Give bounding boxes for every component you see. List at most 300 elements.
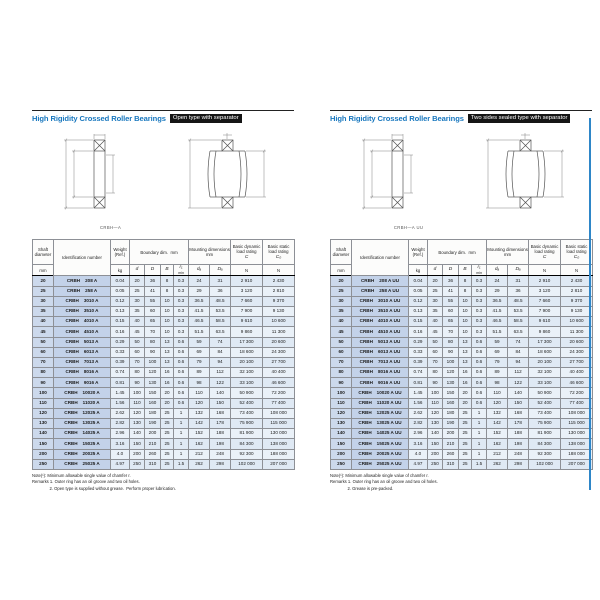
table-cell: 0.3 bbox=[174, 306, 189, 316]
table-cell: CRBH 7013 A bbox=[54, 357, 111, 367]
table-cell: 46.5 bbox=[487, 317, 508, 327]
table-cell: 4.0 bbox=[409, 449, 428, 459]
table-cell: 200 bbox=[428, 449, 443, 459]
table-cell: 98 bbox=[189, 378, 210, 388]
table-cell: 0.13 bbox=[111, 306, 130, 316]
table-cell: 8 bbox=[161, 286, 174, 296]
table-cell: 8 bbox=[459, 276, 472, 286]
type-badge: Open type with separator bbox=[170, 114, 242, 123]
table-cell: 2.62 bbox=[111, 408, 130, 418]
table-cell: 207 000 bbox=[263, 459, 295, 469]
page-title: High Rigidity Crossed Roller Bearings bbox=[330, 114, 464, 124]
table-cell: 16 bbox=[161, 368, 174, 378]
col-header-dynamic: Basic dynamic load rating C bbox=[231, 240, 263, 265]
table-cell: 115 000 bbox=[263, 419, 295, 429]
table-cell: 1.56 bbox=[409, 398, 428, 408]
table-cell: CRBH 14025 A UU bbox=[352, 429, 409, 439]
table-row bbox=[33, 408, 295, 418]
spec-table bbox=[330, 239, 593, 470]
table-cell: 1 bbox=[472, 449, 487, 459]
figure-row bbox=[32, 131, 294, 223]
table-cell: 140 bbox=[508, 388, 529, 398]
table-cell: 110 bbox=[189, 388, 210, 398]
table-cell: CRBH 3510 A bbox=[54, 306, 111, 316]
table-cell: 40 bbox=[33, 317, 54, 327]
table-cell: 31 bbox=[210, 276, 231, 286]
table-cell: 10 bbox=[459, 306, 472, 316]
table-cell: 0.6 bbox=[472, 347, 487, 357]
table-cell: 90 bbox=[331, 378, 352, 388]
table-row bbox=[331, 388, 593, 398]
table-cell: 100 bbox=[443, 357, 459, 367]
table-row bbox=[331, 459, 593, 469]
table-cell: 1.45 bbox=[409, 388, 428, 398]
figure-caption: CRBH—A bbox=[99, 225, 122, 231]
table-cell: 41 bbox=[145, 286, 161, 296]
table-cell: 102 000 bbox=[231, 459, 263, 469]
table-cell: 32 100 bbox=[231, 368, 263, 378]
table-cell: 11 300 bbox=[263, 327, 295, 337]
unit-static: N bbox=[561, 265, 593, 276]
table-cell: 198 bbox=[210, 439, 231, 449]
table-cell: 0.6 bbox=[472, 337, 487, 347]
col-header-Da: Dₐ bbox=[508, 265, 529, 276]
table-cell: 248 bbox=[508, 449, 529, 459]
table-cell: 20 100 bbox=[231, 357, 263, 367]
table-cell: 1 bbox=[472, 429, 487, 439]
table-cell: 0.6 bbox=[174, 337, 189, 347]
table-cell: 0.6 bbox=[174, 378, 189, 388]
footnote-line: Remarks 1. Outer ring has an oil groove and two oil holes. bbox=[330, 479, 438, 485]
table-cell: 77 400 bbox=[561, 398, 593, 408]
table-cell: 9 370 bbox=[263, 296, 295, 306]
table-cell: 46.5 bbox=[189, 317, 210, 327]
table-cell: 7 660 bbox=[529, 296, 561, 306]
table-cell: CRBH 12025 A UU bbox=[352, 408, 409, 418]
table-cell: 120 bbox=[33, 408, 54, 418]
table-cell: 10 bbox=[459, 317, 472, 327]
table-cell: CRBH 13025 A UU bbox=[352, 419, 409, 429]
table-row bbox=[331, 378, 593, 388]
table-cell: 110 bbox=[428, 398, 443, 408]
table-cell: 13 bbox=[161, 337, 174, 347]
table-cell: 200 bbox=[443, 429, 459, 439]
table-cell: 260 bbox=[145, 449, 161, 459]
table-cell: CRBH 11020 A UU bbox=[352, 398, 409, 408]
table-cell: CRBH 5013 A UU bbox=[352, 337, 409, 347]
table-cell: 18 600 bbox=[529, 347, 561, 357]
table-cell: 0.3 bbox=[174, 317, 189, 327]
table-cell: 25 bbox=[459, 408, 472, 418]
table-cell: 10 600 bbox=[263, 317, 295, 327]
table-cell: 0.6 bbox=[472, 368, 487, 378]
table-cell: 130 bbox=[33, 419, 54, 429]
table-cell: 32 100 bbox=[529, 368, 561, 378]
col-header-id: Identification number bbox=[54, 240, 111, 276]
table-cell: CRBH 15025 A bbox=[54, 439, 111, 449]
table-cell: 310 bbox=[443, 459, 459, 469]
table-cell: 4.0 bbox=[111, 449, 130, 459]
table-cell: 0.3 bbox=[472, 286, 487, 296]
table-cell: 25 bbox=[459, 449, 472, 459]
table-cell: 10 bbox=[459, 296, 472, 306]
table-cell: 74 bbox=[210, 337, 231, 347]
table-cell: 0.12 bbox=[111, 296, 130, 306]
table-cell: 3 120 bbox=[529, 286, 561, 296]
table-cell: 69 bbox=[487, 347, 508, 357]
table-cell: 50 bbox=[33, 337, 54, 347]
table-cell: CRBH 3010 A UU bbox=[352, 296, 409, 306]
table-cell: 84 300 bbox=[529, 439, 561, 449]
col-header-weight: Weight (Ref.) bbox=[409, 240, 428, 265]
table-cell: CRBH 20025 A bbox=[54, 449, 111, 459]
table-cell: 7 900 bbox=[231, 306, 263, 316]
table-cell: 150 bbox=[145, 388, 161, 398]
table-cell: 0.13 bbox=[409, 306, 428, 316]
table-cell: 45 bbox=[130, 327, 145, 337]
table-cell: 140 bbox=[331, 429, 352, 439]
table-cell: 188 000 bbox=[263, 449, 295, 459]
col-header-D: D bbox=[443, 265, 459, 276]
table-cell: 80 bbox=[428, 368, 443, 378]
table-cell: 3.16 bbox=[409, 439, 428, 449]
table-cell: CRBH 14025 A bbox=[54, 429, 111, 439]
table-cell: 48.5 bbox=[210, 296, 231, 306]
table-cell: 9 610 bbox=[529, 317, 561, 327]
table-row bbox=[331, 296, 593, 306]
table-cell: 25 bbox=[459, 419, 472, 429]
table-cell: 0.04 bbox=[409, 276, 428, 286]
table-cell: 58.5 bbox=[508, 317, 529, 327]
table-cell: 120 bbox=[189, 398, 210, 408]
table-cell: CRBH 208 A bbox=[54, 276, 111, 286]
table-cell: 55 bbox=[443, 296, 459, 306]
table-cell: 20 bbox=[331, 276, 352, 286]
table-cell: 25 bbox=[459, 439, 472, 449]
table-row bbox=[33, 286, 295, 296]
table-cell: 20 100 bbox=[529, 357, 561, 367]
table-cell: 20 bbox=[161, 398, 174, 408]
table-cell: 20 bbox=[130, 276, 145, 286]
table-cell: 25 bbox=[33, 286, 54, 296]
table-cell: 0.39 bbox=[111, 357, 130, 367]
col-header-r1min: r₁ min bbox=[472, 265, 487, 276]
table-cell: 168 bbox=[508, 408, 529, 418]
table-row bbox=[331, 286, 593, 296]
table-cell: 138 000 bbox=[561, 439, 593, 449]
table-cell: 45 bbox=[331, 327, 352, 337]
table-cell: 92 300 bbox=[231, 449, 263, 459]
table-cell: 1.56 bbox=[111, 398, 130, 408]
table-cell: 20 600 bbox=[561, 337, 593, 347]
table-row bbox=[331, 429, 593, 439]
table-cell: 46 600 bbox=[263, 378, 295, 388]
table-cell: 212 bbox=[189, 449, 210, 459]
table-cell: 100 bbox=[130, 388, 145, 398]
table-cell: 0.6 bbox=[174, 398, 189, 408]
bearing-front-section-diagram bbox=[50, 131, 142, 219]
table-cell: 73 400 bbox=[529, 408, 561, 418]
table-cell: 40 bbox=[331, 317, 352, 327]
table-cell: 0.15 bbox=[409, 317, 428, 327]
col-header-da: dₐ bbox=[189, 265, 210, 276]
table-row bbox=[33, 429, 295, 439]
table-cell: 0.3 bbox=[472, 317, 487, 327]
table-cell: CRBH 25025 A bbox=[54, 459, 111, 469]
figure-caption: CRBH—A UU bbox=[393, 225, 424, 231]
table-row bbox=[33, 368, 295, 378]
table-cell: 80 bbox=[130, 368, 145, 378]
table-cell: 73 400 bbox=[231, 408, 263, 418]
table-cell: 24 bbox=[189, 276, 210, 286]
table-cell: 79 bbox=[487, 357, 508, 367]
table-row bbox=[331, 408, 593, 418]
table-cell: 0.3 bbox=[174, 296, 189, 306]
table-cell: 79 bbox=[189, 357, 210, 367]
table-cell: 0.39 bbox=[409, 357, 428, 367]
footnote-line: Remarks 1. Outer ring has an oil groove and two oil holes. bbox=[32, 479, 140, 485]
table-cell: 13 bbox=[161, 357, 174, 367]
table-cell: 0.04 bbox=[111, 276, 130, 286]
table-cell: 200 bbox=[33, 449, 54, 459]
table-cell: 20 bbox=[459, 388, 472, 398]
table-cell: CRBH 4010 A UU bbox=[352, 317, 409, 327]
table-cell: 120 bbox=[443, 368, 459, 378]
table-cell: 2 910 bbox=[529, 276, 561, 286]
table-cell: 0.6 bbox=[472, 378, 487, 388]
table-cell: 53.5 bbox=[508, 306, 529, 316]
table-cell: 4.97 bbox=[409, 459, 428, 469]
footnote-line: Note(¹): Minimum allowable single value of chamfer r. bbox=[330, 472, 429, 478]
table-cell: 140 bbox=[210, 388, 231, 398]
table-cell: 40 400 bbox=[561, 368, 593, 378]
table-cell: CRBH 258 A UU bbox=[352, 286, 409, 296]
table-cell: 9 130 bbox=[263, 306, 295, 316]
table-cell: 0.3 bbox=[472, 276, 487, 286]
col-header-shaft: Shaft diameter bbox=[331, 240, 352, 265]
table-cell: 0.74 bbox=[111, 368, 130, 378]
table-row bbox=[33, 439, 295, 449]
table-cell: 0.15 bbox=[111, 317, 130, 327]
figure-row bbox=[330, 131, 592, 223]
table-cell: 90 bbox=[145, 347, 161, 357]
table-cell: 41.5 bbox=[189, 306, 210, 316]
table-cell: 180 bbox=[443, 408, 459, 418]
table-cell: 11 300 bbox=[561, 327, 593, 337]
table-cell: 89 bbox=[487, 368, 508, 378]
table-cell: 60 bbox=[428, 347, 443, 357]
table-cell: 150 bbox=[443, 388, 459, 398]
table-cell: 188 bbox=[210, 429, 231, 439]
page-top-rule bbox=[330, 110, 592, 111]
table-cell: 30 bbox=[130, 296, 145, 306]
table-cell: 2 430 bbox=[263, 276, 295, 286]
table-cell: CRBH 4510 A bbox=[54, 327, 111, 337]
table-cell: 190 bbox=[145, 419, 161, 429]
table-cell: 25 bbox=[161, 459, 174, 469]
table-cell: CRBH 20025 A UU bbox=[352, 449, 409, 459]
catalog-page-open-type bbox=[32, 110, 294, 492]
table-row bbox=[33, 357, 295, 367]
table-cell: 0.16 bbox=[111, 327, 130, 337]
table-cell: 10 bbox=[161, 327, 174, 337]
table-cell: 81 900 bbox=[529, 429, 561, 439]
table-cell: 248 bbox=[210, 449, 231, 459]
table-cell: 50 bbox=[428, 337, 443, 347]
table-cell: 150 bbox=[33, 439, 54, 449]
table-cell: 60 bbox=[130, 347, 145, 357]
table-cell: CRBH 208 A UU bbox=[352, 276, 409, 286]
table-cell: 81 900 bbox=[231, 429, 263, 439]
table-cell: 115 000 bbox=[561, 419, 593, 429]
table-cell: 207 000 bbox=[561, 459, 593, 469]
table-cell: 40 bbox=[130, 317, 145, 327]
table-cell: 212 bbox=[487, 449, 508, 459]
table-cell: 25 bbox=[161, 449, 174, 459]
table-cell: 70 bbox=[331, 357, 352, 367]
table-cell: 250 bbox=[130, 459, 145, 469]
table-cell: 108 000 bbox=[263, 408, 295, 418]
table-cell: 13 bbox=[459, 357, 472, 367]
col-header-static: Basic static load rating C₀ bbox=[263, 240, 295, 265]
table-cell: CRBH 4510 A UU bbox=[352, 327, 409, 337]
table-cell: 80 bbox=[443, 337, 459, 347]
table-cell: 1.45 bbox=[111, 388, 130, 398]
page-edge-tab bbox=[589, 118, 591, 490]
table-cell: 31 bbox=[508, 276, 529, 286]
unit-static: N bbox=[263, 265, 295, 276]
table-cell: 0.16 bbox=[409, 327, 428, 337]
footnote-line: 2. Open type is supplied without grease. Perform proper lubrication. bbox=[32, 485, 176, 491]
table-cell: 46 600 bbox=[561, 378, 593, 388]
table-cell: 7 900 bbox=[529, 306, 561, 316]
table-cell: 150 bbox=[210, 398, 231, 408]
table-row bbox=[331, 439, 593, 449]
table-cell: 24 300 bbox=[561, 347, 593, 357]
table-cell: CRBH 6013 A UU bbox=[352, 347, 409, 357]
table-cell: 94 bbox=[210, 357, 231, 367]
table-cell: 108 000 bbox=[561, 408, 593, 418]
table-row bbox=[33, 296, 295, 306]
table-cell: 102 000 bbox=[529, 459, 561, 469]
type-badge: Two sides sealed type with separator bbox=[468, 114, 571, 123]
table-cell: 80 bbox=[331, 368, 352, 378]
unit-shaft: mm bbox=[33, 265, 54, 276]
table-cell: 180 bbox=[145, 408, 161, 418]
table-cell: 75 900 bbox=[529, 419, 561, 429]
table-row bbox=[33, 449, 295, 459]
table-cell: 27 700 bbox=[561, 357, 593, 367]
table-cell: 53.5 bbox=[210, 306, 231, 316]
table-cell: 100 bbox=[33, 388, 54, 398]
table-cell: 2.82 bbox=[111, 419, 130, 429]
table-cell: 36 bbox=[145, 276, 161, 286]
table-cell: 130 bbox=[443, 378, 459, 388]
table-row bbox=[331, 337, 593, 347]
table-cell: CRBH 11020 A bbox=[54, 398, 111, 408]
table-cell: 0.3 bbox=[174, 276, 189, 286]
table-cell: 92 300 bbox=[529, 449, 561, 459]
table-cell: 20 bbox=[428, 276, 443, 286]
table-cell: 90 bbox=[443, 347, 459, 357]
table-cell: 1 bbox=[174, 429, 189, 439]
table-cell: 45 bbox=[428, 327, 443, 337]
table-cell: 1 bbox=[174, 408, 189, 418]
table-cell: 120 bbox=[428, 408, 443, 418]
table-row bbox=[331, 276, 593, 286]
table-cell: 45 bbox=[33, 327, 54, 337]
table-cell: 13 bbox=[161, 347, 174, 357]
table-cell: CRBH 25025 A UU bbox=[352, 459, 409, 469]
table-cell: 1.5 bbox=[174, 459, 189, 469]
table-cell: 152 bbox=[487, 429, 508, 439]
table-cell: 110 bbox=[331, 398, 352, 408]
spec-table bbox=[32, 239, 295, 470]
col-header-r1min: r₁ min bbox=[174, 265, 189, 276]
col-group-boundary: Boundary dim. mm bbox=[130, 240, 189, 265]
table-cell: 63.5 bbox=[508, 327, 529, 337]
table-cell: 112 bbox=[210, 368, 231, 378]
table-cell: 25 bbox=[161, 408, 174, 418]
table-cell: 8 bbox=[459, 286, 472, 296]
table-cell: 52 400 bbox=[529, 398, 561, 408]
table-cell: 190 bbox=[443, 419, 459, 429]
table-cell: 33 100 bbox=[529, 378, 561, 388]
col-header-shaft: Shaft diameter bbox=[33, 240, 54, 265]
table-cell: 70 bbox=[443, 327, 459, 337]
table-cell: 16 bbox=[459, 378, 472, 388]
table-cell: 98 bbox=[487, 378, 508, 388]
unit-weight: kg bbox=[111, 265, 130, 276]
table-cell: 130 bbox=[130, 419, 145, 429]
table-cell: 0.6 bbox=[174, 347, 189, 357]
table-cell: 150 bbox=[508, 398, 529, 408]
table-cell: 72 200 bbox=[263, 388, 295, 398]
table-cell: 58.5 bbox=[210, 317, 231, 327]
table-cell: 30 bbox=[331, 296, 352, 306]
table-cell: 100 bbox=[145, 357, 161, 367]
col-group-mounting: Mounting dimensions mm bbox=[487, 240, 529, 265]
table-cell: 25 bbox=[459, 429, 472, 439]
table-cell: 138 000 bbox=[263, 439, 295, 449]
table-cell: 25 bbox=[331, 286, 352, 296]
table-cell: 0.12 bbox=[409, 296, 428, 306]
table-row bbox=[33, 306, 295, 316]
table-cell: 0.29 bbox=[409, 337, 428, 347]
table-cell: 3.16 bbox=[111, 439, 130, 449]
page-title: High Rigidity Crossed Roller Bearings bbox=[32, 114, 166, 124]
bearing-front-section-diagram bbox=[348, 131, 440, 219]
table-cell: 75 900 bbox=[231, 419, 263, 429]
table-cell: 188 000 bbox=[561, 449, 593, 459]
table-cell: 0.29 bbox=[111, 337, 130, 347]
table-cell: 0.6 bbox=[174, 357, 189, 367]
table-cell: CRBH 3510 A UU bbox=[352, 306, 409, 316]
footnotes bbox=[330, 473, 592, 492]
unit-dynamic: N bbox=[529, 265, 561, 276]
table-cell: 0.3 bbox=[174, 286, 189, 296]
table-row bbox=[331, 398, 593, 408]
table-cell: 94 bbox=[508, 357, 529, 367]
table-cell: 130 bbox=[145, 378, 161, 388]
table-cell: 310 bbox=[145, 459, 161, 469]
table-cell: 0.6 bbox=[174, 388, 189, 398]
table-cell: 35 bbox=[33, 306, 54, 316]
table-row bbox=[33, 459, 295, 469]
table-cell: 48.5 bbox=[508, 296, 529, 306]
table-cell: 29 bbox=[189, 286, 210, 296]
table-row bbox=[331, 357, 593, 367]
